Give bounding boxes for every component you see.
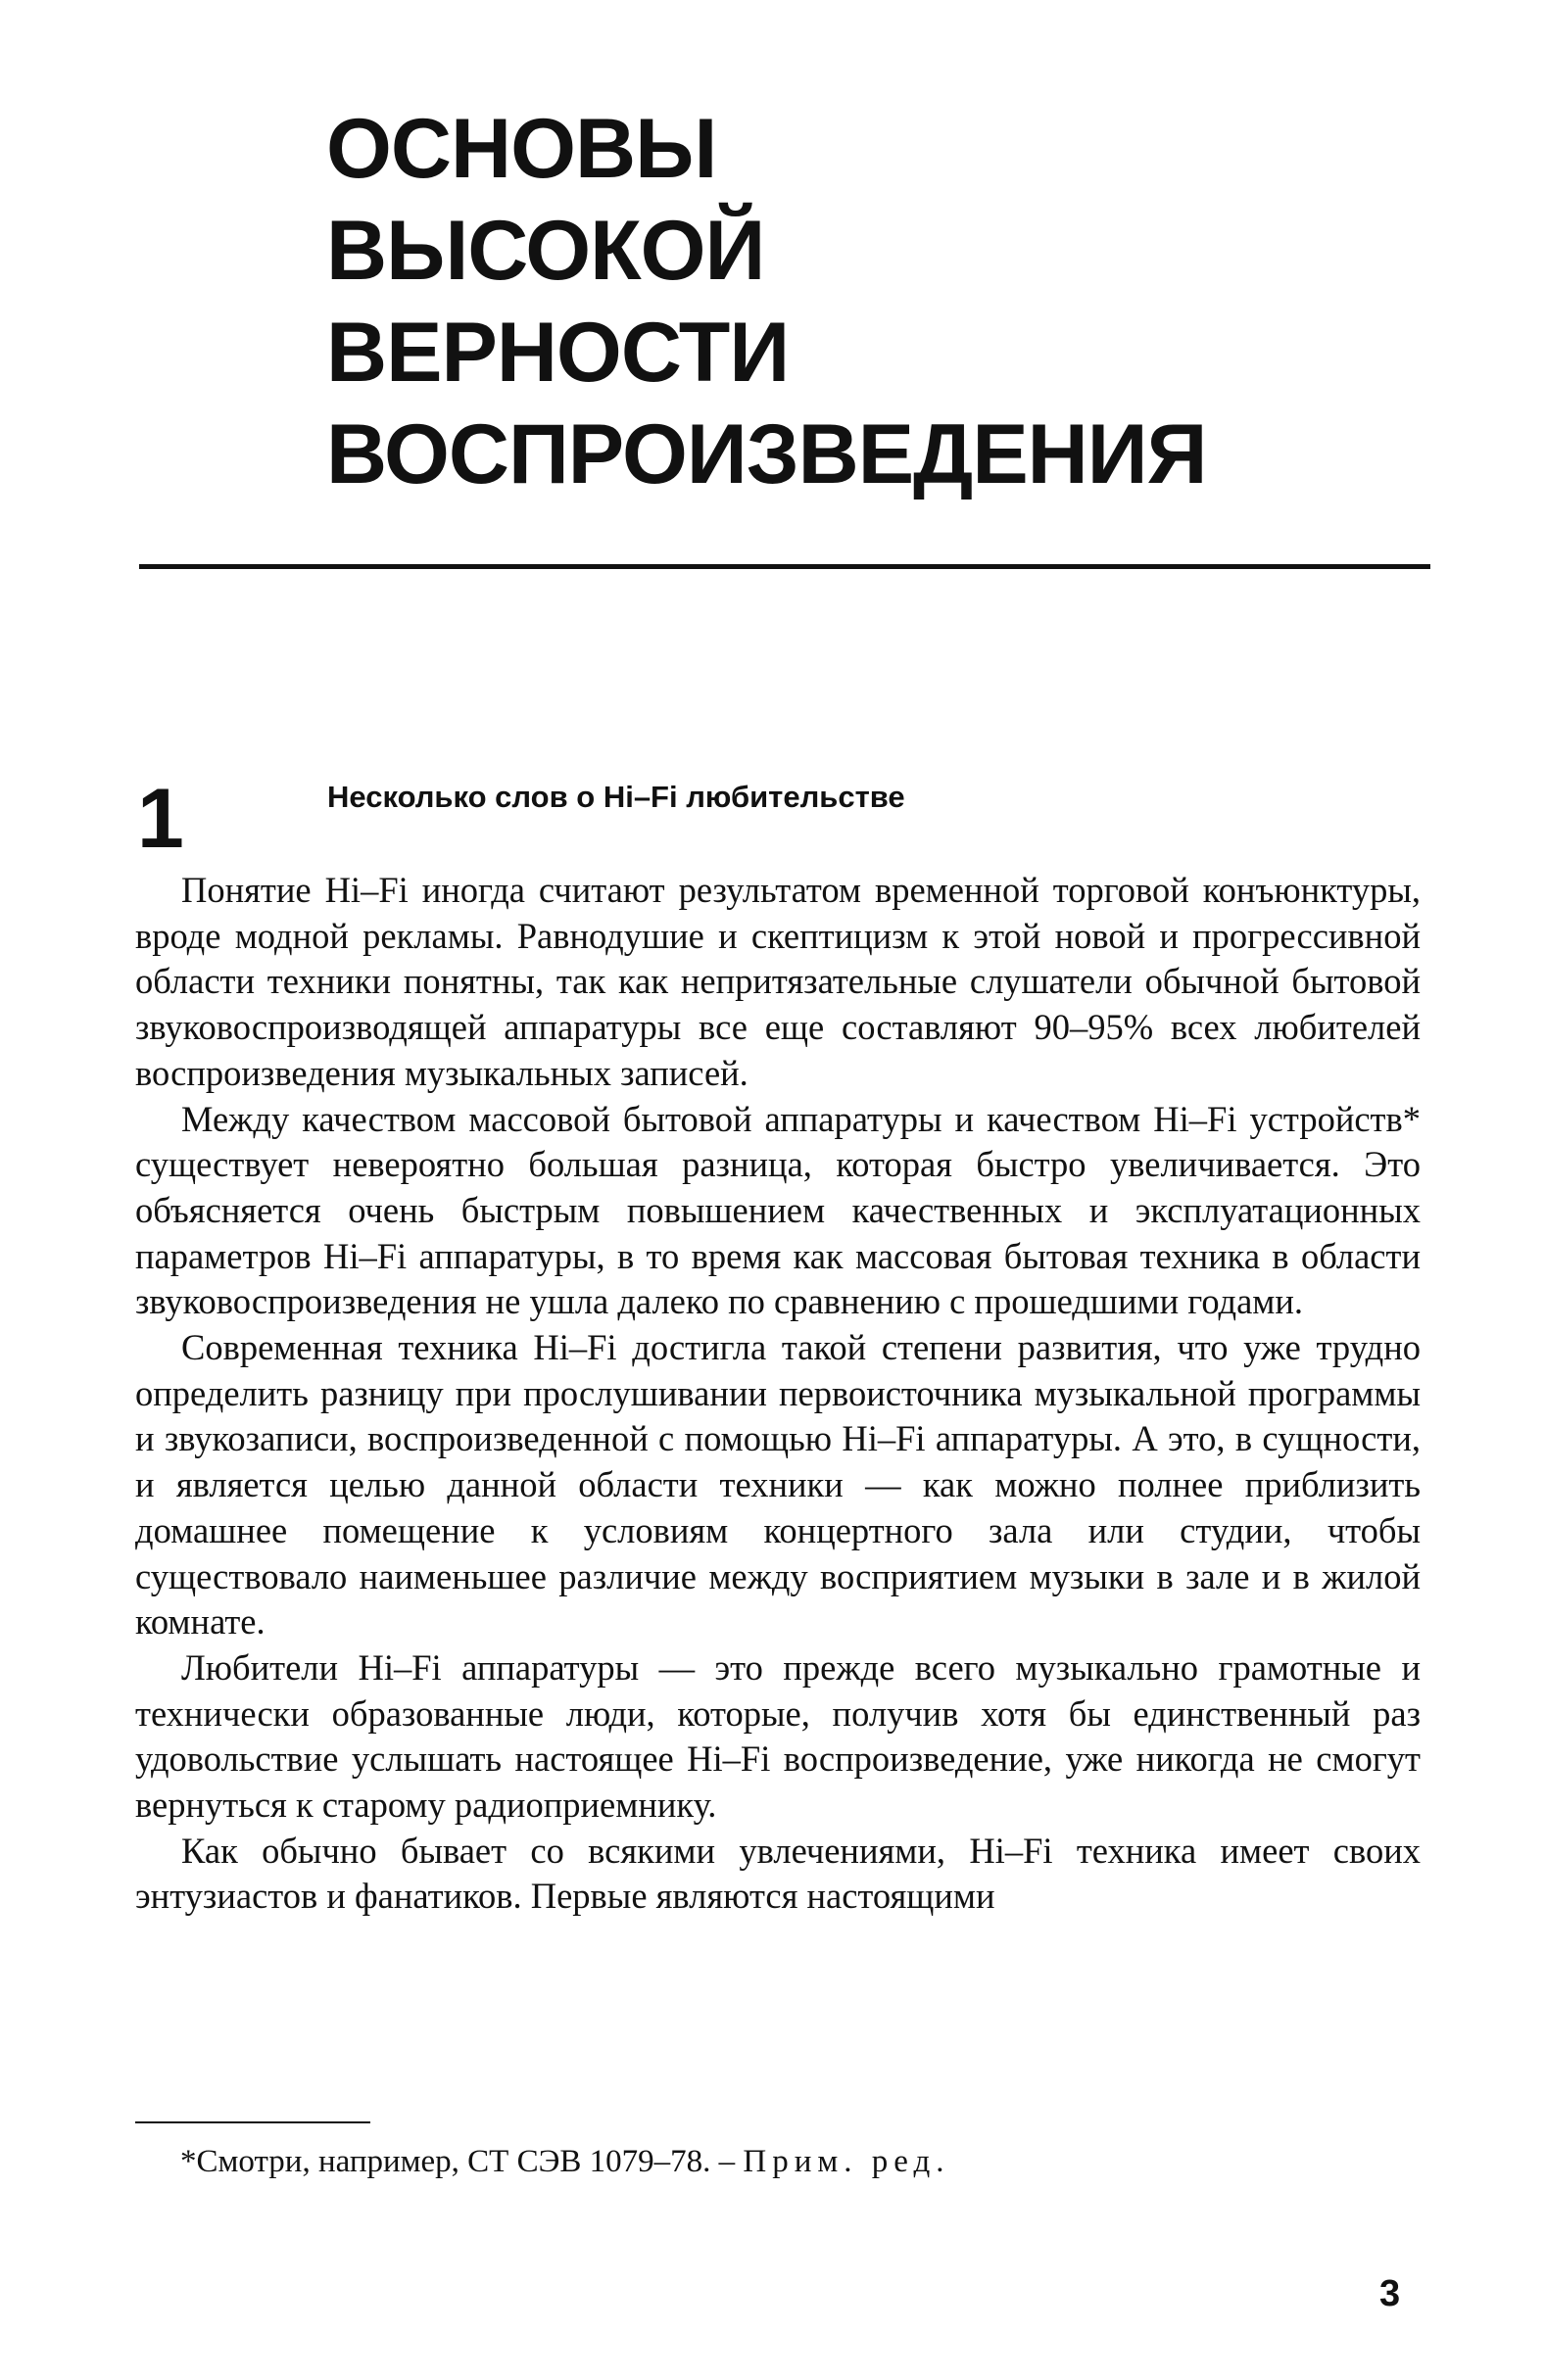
page-number: 3	[1379, 2273, 1401, 2314]
footnote	[180, 2141, 950, 2182]
paragraph: Понятие Hi–Fi иногда считают результатом временной торговой конъюнктуры, вроде модной рекламы. Равнодушие и скептицизм к этой новой и прогрессивной области техники понятны, так как непритязательные слушатели обычной бытовой звуковоспроизводящей аппаратуры все еще составляют 90–95% всех любителей воспроизведения музыкальных записей.	[135, 870, 1421, 1093]
chapter-title-line: ВОСПРОИЗВЕДЕНИЯ	[326, 407, 1207, 501]
paragraph: Современная техника Hi–Fi достигла такой степени развития, что уже трудно определить разницу при прослушивании первоисточника музыкальной программы и звукозаписи, воспроизведенной с помощью Hi–Fi аппаратуры. А это, в сущности, и является целью данной области техники — как можно полнее приблизить домашнее помещение к условиям концертного зала или студии, чтобы существовало наименьшее различие между восприятием музыки в зале и в жилой комнате.	[135, 1327, 1421, 1642]
section-heading: Несколько слов о Hi–Fi любительстве	[327, 780, 905, 814]
footnote-text: *Смотри, например, СТ СЭВ 1079–78. –	[180, 2144, 736, 2179]
title-divider	[139, 564, 1430, 569]
footnote-divider	[135, 2121, 370, 2123]
chapter-title-line: ВЫСОКОЙ	[326, 204, 765, 298]
chapter-title-line: ОСНОВЫ	[326, 102, 717, 196]
paragraph: Между качеством массовой бытовой аппаратуры и качеством Hi–Fi устройств* существует невероятно большая разница, которая быстро увеличивается. Это объясняется очень быстрым повышением качественных и эксплуатационных параметров Hi–Fi аппаратуры, в то время как массовая бытовая техника в области звуковоспроизведения не ушла далеко по сравнению с прошедшими годами.	[135, 1098, 1421, 1322]
footnote-editor-note: Прим. ред.	[743, 2144, 950, 2179]
section-number: 1	[137, 772, 184, 866]
chapter-title	[326, 98, 1206, 505]
paragraph: Как обычно бывает со всякими увлечениями, Hi–Fi техника имеет своих энтузиастов и фанатиков. Первые являются настоящими	[135, 1830, 1421, 1917]
paragraph: Любители Hi–Fi аппаратуры — это прежде всего музыкально грамотные и технически образованные люди, которые, получив хотя бы единственный раз удовольствие услышать настоящее Hi–Fi воспроизведение, уже никогда не смогут вернуться к старому радиоприемнику.	[135, 1646, 1421, 1826]
chapter-title-line: ВЕРНОСТИ	[326, 306, 790, 400]
body-text	[135, 868, 1421, 1920]
